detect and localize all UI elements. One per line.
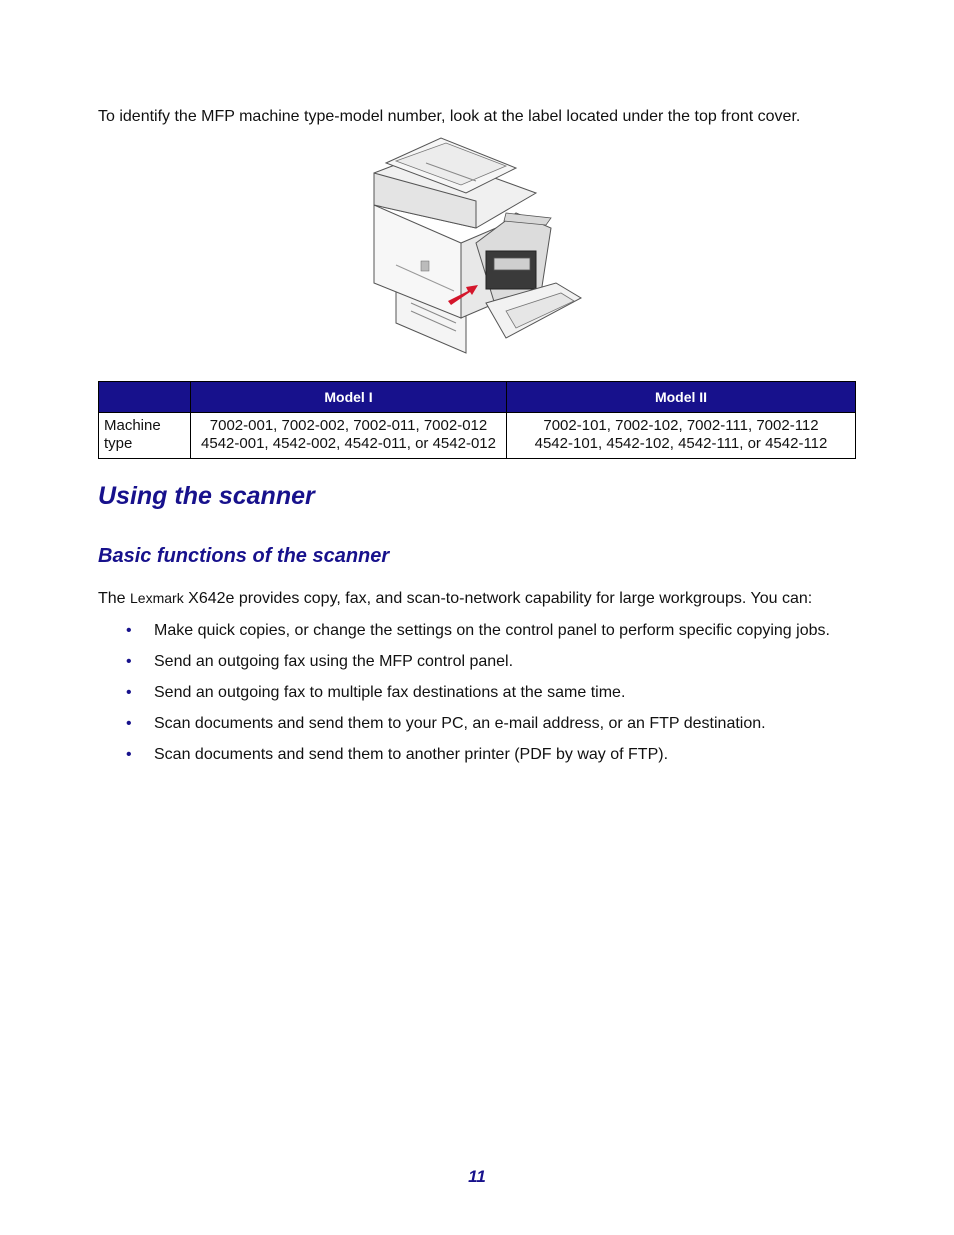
model-1-line-1: 7002-001, 7002-002, 7002-011, 7002-012 [209,417,488,434]
bullet-icon: • [126,684,132,701]
subsection-title: Basic functions of the scanner [98,545,390,567]
list-item [98,713,858,734]
lead-paragraph [98,590,812,608]
bullet-icon: • [126,653,132,670]
model-2-line-1: 7002-101, 7002-102, 7002-111, 7002-112 [543,417,819,434]
list-item-text: Scan documents and send them to your PC, an e-mail address, or an FTP destination. [154,715,766,732]
model-1-cell [191,413,507,459]
table-header-model-1: Model I [191,382,507,413]
section-title: Using the scanner [98,482,315,510]
table-header-row [99,382,856,413]
bullet-icon: • [126,746,132,763]
lead-suffix: X642e provides copy, fax, and scan-to-network capability for large workgroups. You can: [183,590,813,607]
list-item-text: Make quick copies, or change the settings on the control panel to perform specific copying jobs. [154,622,830,639]
list-item-text: Scan documents and send them to another printer (PDF by way of FTP). [154,746,669,763]
list-item-text: Send an outgoing fax to multiple fax destinations at the same time. [154,684,626,701]
bullet-icon: • [126,715,132,732]
page-number: 11 [468,1167,486,1186]
list-item [98,620,858,641]
list-item [98,651,858,672]
model-1-line-2: 4542-001, 4542-002, 4542-011, or 4542-012 [201,435,496,452]
list-item [98,744,858,765]
bullet-icon: • [126,622,132,639]
model-table [98,381,856,459]
table-header-empty [99,382,191,413]
table-header-model-2: Model II [507,382,856,413]
lead-prefix: The [98,590,131,607]
mfp-printer-illustration [366,133,586,358]
model-2-cell [507,413,856,459]
list-item [98,682,858,703]
intro-paragraph: To identify the MFP machine type-model number, look at the label located under the top front cover. [98,108,801,125]
table-row [99,413,856,459]
row-label-cell: Machine type [99,413,191,459]
model-2-line-2: 4542-101, 4542-102, 4542-111, or 4542-112 [534,435,828,452]
brand-name: Lexmark [130,590,184,606]
feature-list [98,620,858,775]
list-item-text: Send an outgoing fax using the MFP control panel. [154,653,514,670]
